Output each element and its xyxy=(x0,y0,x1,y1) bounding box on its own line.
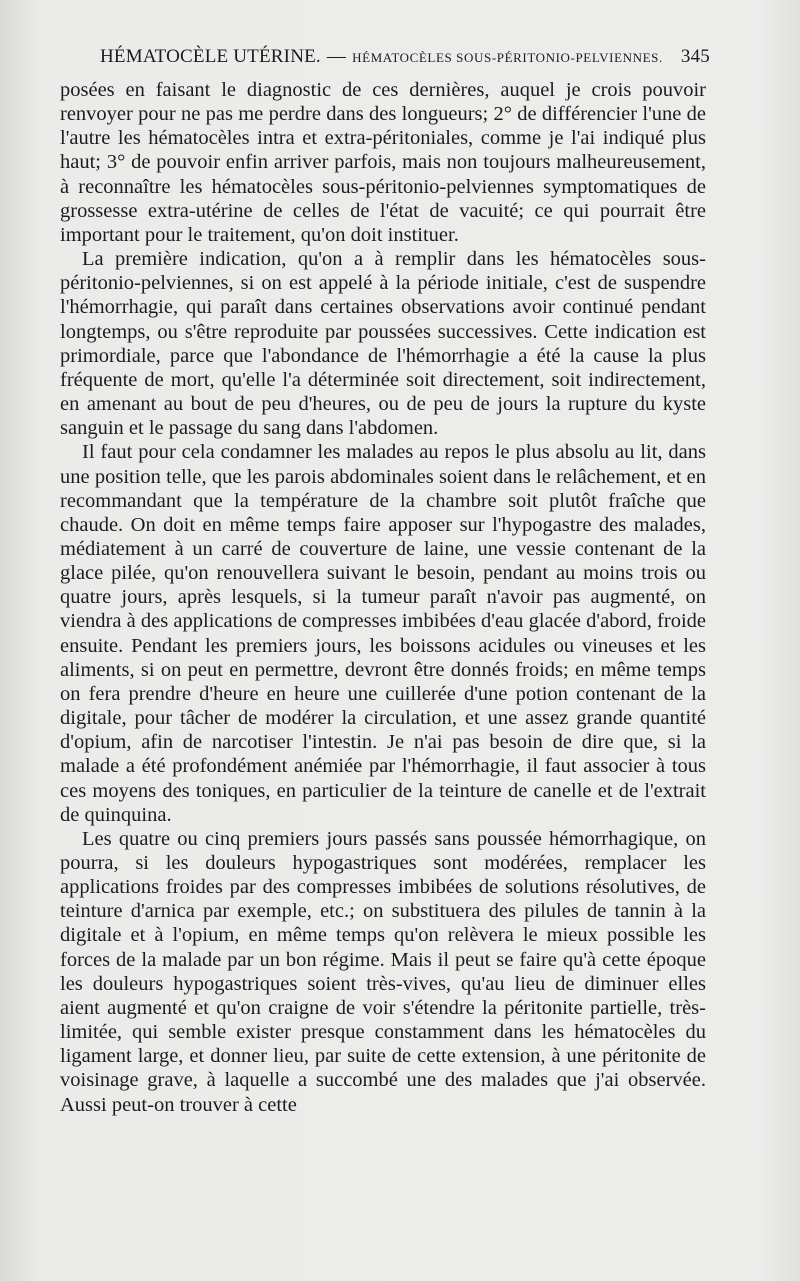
paragraph-later-treatment: Les quatre ou cinq premiers jours passés sans poussée hémorrhagique, on pourra, si les douleurs hypogastriques sont modérées, remplacer les applications froides par des compresses imbibées de solutions résolutives, de teinture d'arnica par exemple, etc.; on substituera des pilules de tannin à la digitale et à l'opium, en même temps qu'on relèvera le mieux possible les forces de la malade par un bon régime. Mais il peut se faire qu'à cette époque les douleurs hypogastriques soient très-vives, qu'au lieu de diminuer elles aient augmenté et qu'on craigne de voir s'étendre la péritonite partielle, très-limitée, qui semble exister presque constamment dans les hématocèles du ligament large, et donner lieu, par suite de cette extension, à une péritonite de voisinage grave, à laquelle a succombé une des malades que j'ai observée. Aussi peut-on trouver à cette xyxy=(60,827,706,1116)
running-header xyxy=(100,46,710,74)
page-number: 345 xyxy=(680,46,710,67)
header-dash: — xyxy=(326,46,347,67)
running-title: HÉMATOCÈLE UTÉRINE. xyxy=(100,46,321,67)
paragraph-continuation: posées en faisant le diagnostic de ces dernières, auquel je crois pouvoir renvoyer pour ne pas me perdre dans des longueurs; 2° de différencier l'une de l'autre les hématocèles intra et extra-péritoniales, comme je l'ai indiqué plus haut; 3° de pouvoir enfin arriver parfois, mais non toujours malheureusement, à reconnaître les hématocèles sous-péritonio-pelviennes symptomatiques de grossesse extra-utérine de celles de l'état de vacuité; ce qui pourrait être important pour le traitement, qu'on doit instituer. xyxy=(60,79,706,246)
paragraph-rest-treatment: Il faut pour cela condamner les malades au repos le plus absolu au lit, dans une position telle, que les parois abdominales soient dans le relâchement, et en recommandant que la température de la chambre soit plutôt fraîche que chaude. On doit en même temps faire apposer sur l'hypogastre des malades, médiatement à un carré de couverture de laine, une vessie contenant de la glace pilée, qu'on renouvellera suivant le besoin, pendant au moins trois ou quatre jours, après lesquels, si la tumeur paraît n'avoir pas augmenté, on viendra à des applications de compresses imbibées d'eau glacée d'abord, froide ensuite. Pendant les premiers jours, les boissons acidules ou vineuses et les aliments, si on peut en permettre, devront être donnés froids; en même temps on fera prendre d'heure en heure une cuillerée d'une potion contenant de la digitale, pour tâcher de modérer la circulation, et une assez grande quantité d'opium, afin de narcotiser l'intestin. Je n'ai pas besoin de dire que, si la malade a été profondément anémiée par l'hémorrhagie, il faut associer à tous ces moyens des toniques, en particulier de la teinture de canelle et de l'extrait de quinquina. xyxy=(60,441,706,826)
paragraph-first-indication: La première indication, qu'on a à remplir dans les hématocèles sous-péritonio-pelviennes, si on est appelé à la période initiale, c'est de suspendre l'hémorrhagie, qui paraît dans certaines observations avoir continué pendant longtemps, ou s'être reproduite par poussées successives. Cette indication est primordiale, parce que l'abondance de l'hémorrhagie a été la cause la plus fréquente de mort, qu'elle l'a déterminée soit directement, soit indirectement, en amenant au bout de peu d'heures, ou de peu de jours la rupture du kyste sanguin et le passage du sang dans l'abdomen. xyxy=(60,248,706,440)
running-subtitle: HÉMATOCÈLES SOUS-PÉRITONIO-PELVIENNES. xyxy=(352,50,663,65)
body-text xyxy=(60,78,706,1117)
